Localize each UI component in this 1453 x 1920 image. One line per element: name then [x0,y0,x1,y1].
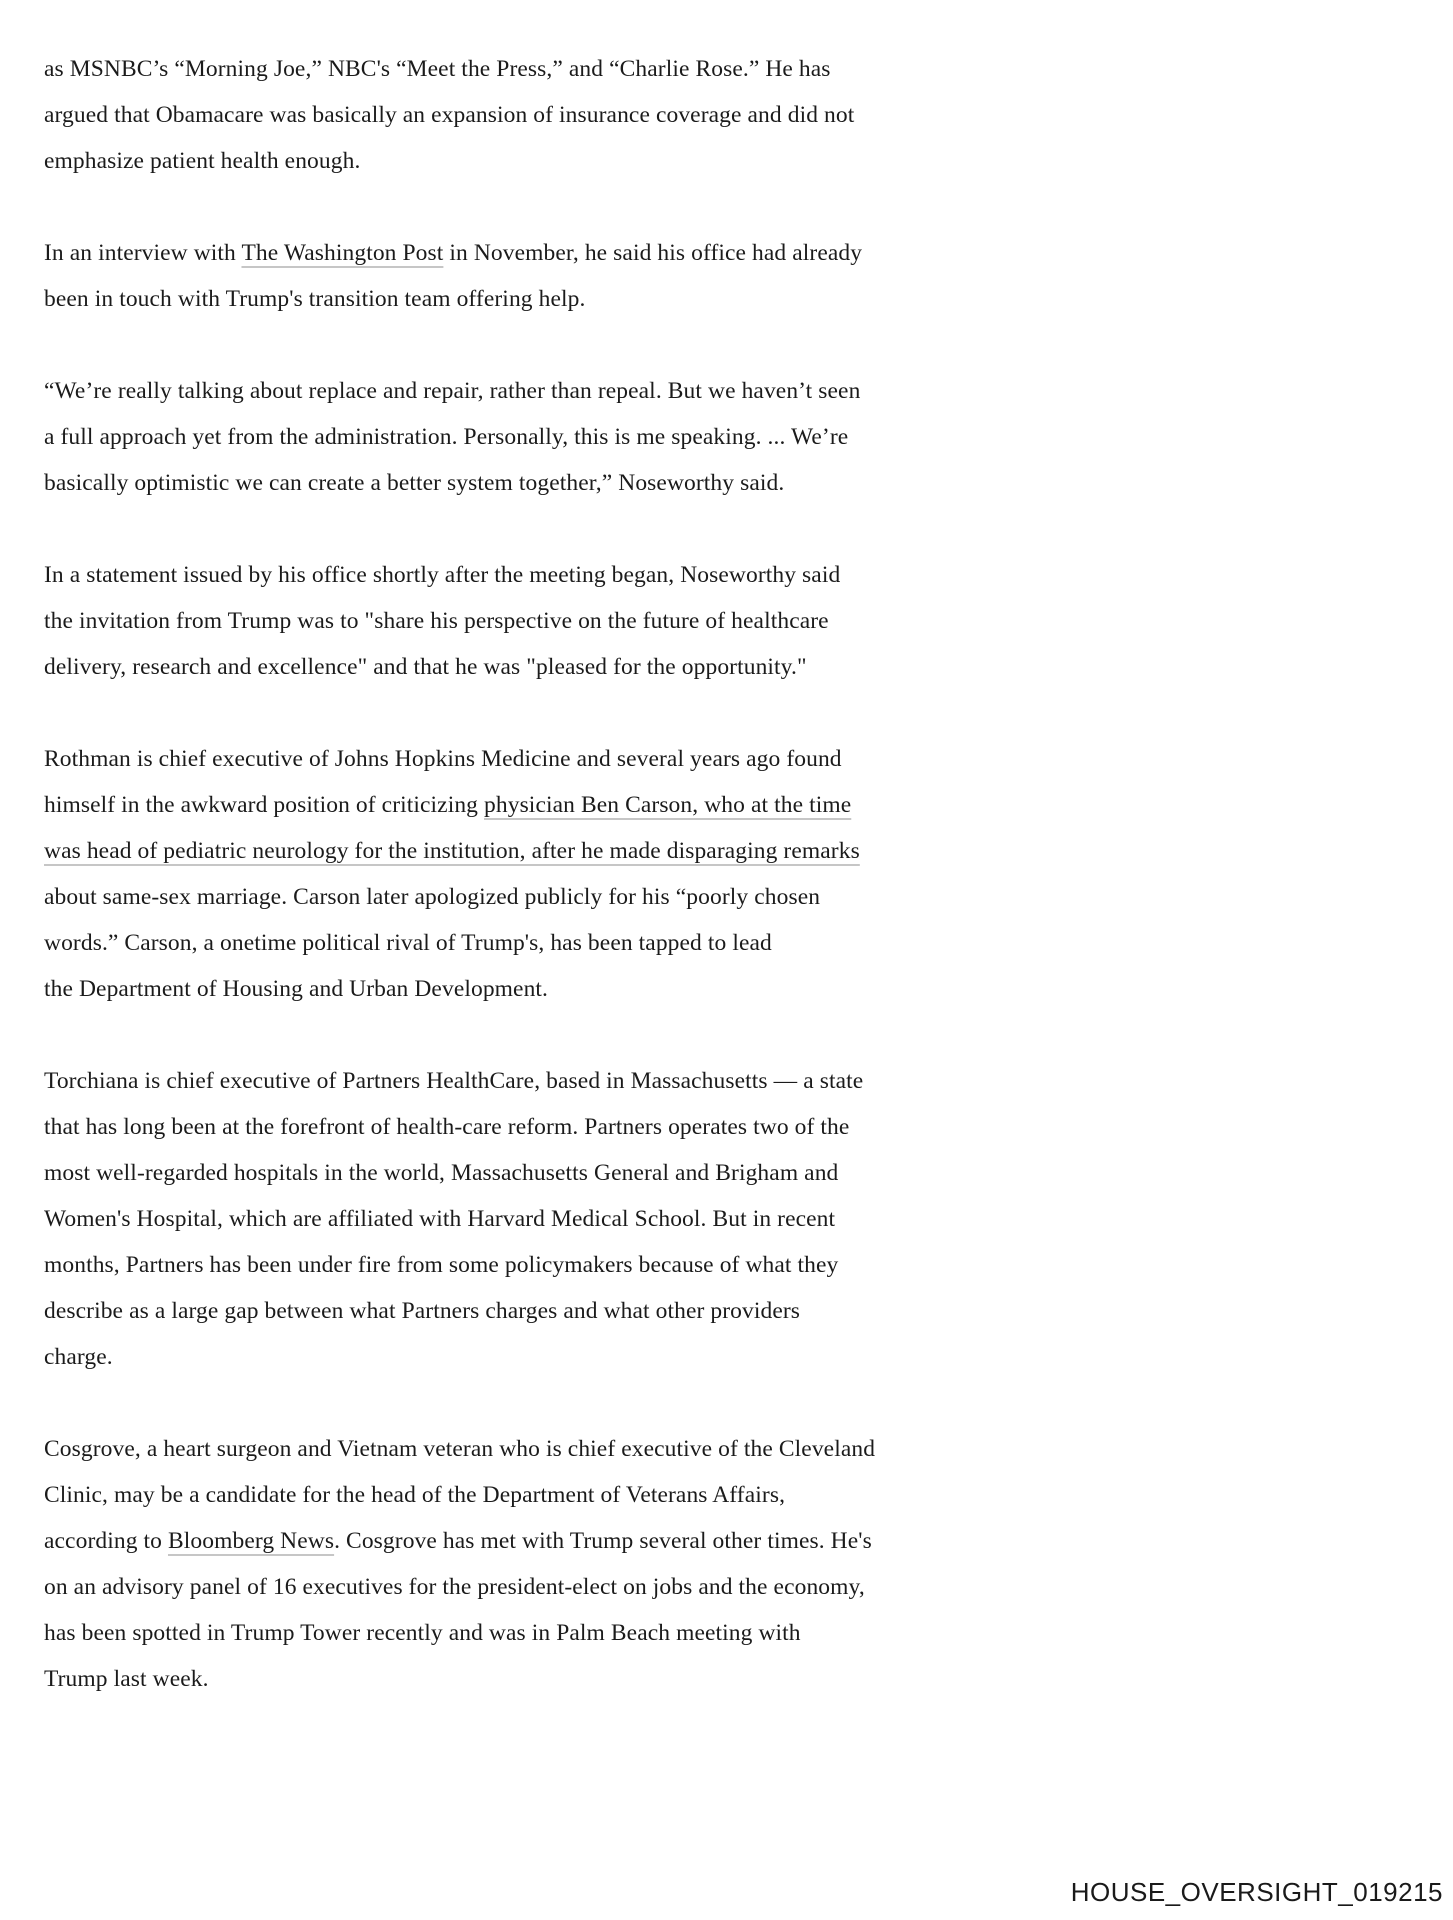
text-segment: been in touch with Trump's transition team offering help. [44,286,586,312]
text-line [44,828,944,874]
article-text [44,46,944,1748]
text-line [44,552,944,598]
text-segment: delivery, research and excellence" and that he was "pleased for the opportunity." [44,654,807,680]
link-washington-post[interactable]: The Washington Post [241,240,444,266]
text-segment: on an advisory panel of 16 executives for the president-elect on jobs and the economy, [44,1574,865,1600]
text-segment: Women's Hospital, which are affiliated with Harvard Medical School. But in recent [44,1206,836,1232]
text-segment: In a statement issued by his office shortly after the meeting began, Noseworthy said [44,562,841,588]
paragraph [44,368,944,506]
text-segment: “We’re really talking about replace and repair, rather than repeal. But we haven’t seen [44,378,861,404]
text-segment: Trump last week. [44,1666,209,1692]
text-line [44,782,944,828]
text-segment: most well-regarded hospitals in the world, Massachusetts General and Brigham and [44,1160,839,1186]
text-segment: argued that Obamacare was basically an expansion of insurance coverage and did not [44,102,855,128]
text-line [44,414,944,460]
text-line [44,460,944,506]
link-bloomberg-news[interactable]: Bloomberg News [167,1528,335,1554]
text-line [44,1150,944,1196]
bates-number: HOUSE_OVERSIGHT_019215 [1070,1877,1443,1907]
text-line [44,92,944,138]
text-line [44,276,944,322]
paragraph [44,736,944,1012]
text-segment: the invitation from Trump was to "share his perspective on the future of healthcare [44,608,829,634]
link-ben-carson-remarks[interactable]: physician Ben Carson, who at the time [484,792,852,818]
text-segment: Rothman is chief executive of Johns Hopkins Medicine and several years ago found [44,746,842,772]
text-line [44,644,944,690]
text-segment: Cosgrove, a heart surgeon and Vietnam veteran who is chief executive of the Cleveland [44,1436,876,1462]
text-segment: emphasize patient health enough. [44,148,361,174]
paragraph [44,1058,944,1380]
paragraph [44,552,944,690]
text-segment: as MSNBC’s “Morning Joe,” NBC's “Meet the Press,” and “Charlie Rose.” He has [44,56,831,82]
text-segment: Torchiana is chief executive of Partners HealthCare, based in Massachusetts — a state [44,1068,864,1094]
text-line [44,230,944,276]
text-segment: Clinic, may be a candidate for the head of the Department of Veterans Affairs, [44,1482,786,1508]
text-segment: basically optimistic we can create a better system together,” Noseworthy said. [44,470,785,496]
text-segment: the Department of Housing and Urban Development. [44,976,549,1002]
paragraph [44,1426,944,1702]
text-segment: according to [44,1528,168,1554]
text-line [44,598,944,644]
paragraph [44,230,944,322]
text-line [44,1058,944,1104]
text-line [44,1656,944,1702]
text-segment: In an interview with [44,240,242,266]
text-segment: has been spotted in Trump Tower recently and was in Palm Beach meeting with [44,1620,801,1646]
text-line [44,1564,944,1610]
text-line [44,874,944,920]
text-line [44,1518,944,1564]
link-ben-carson-remarks[interactable]: was head of pediatric neurology for the institution, after he made disparaging remarks [44,838,860,864]
text-segment: . Cosgrove has met with Trump several other times. He's [334,1528,872,1554]
text-line [44,46,944,92]
text-line [44,1334,944,1380]
text-line [44,1104,944,1150]
text-line [44,736,944,782]
text-segment: charge. [44,1344,113,1370]
text-line [44,966,944,1012]
paragraph [44,46,944,184]
text-line [44,1196,944,1242]
text-segment: in November, he said his office had already [443,240,863,266]
text-segment: himself in the awkward position of criticizing [44,792,485,818]
text-segment: words.” Carson, a onetime political rival of Trump's, has been tapped to lead [44,930,772,956]
text-line [44,368,944,414]
text-segment: about same-sex marriage. Carson later apologized publicly for his “poorly chosen [44,884,821,910]
text-line [44,1610,944,1656]
text-segment: months, Partners has been under fire from some policymakers because of what they [44,1252,839,1278]
text-line [44,1288,944,1334]
text-segment: that has long been at the forefront of health-care reform. Partners operates two of the [44,1114,850,1140]
text-line [44,920,944,966]
text-line [44,1242,944,1288]
text-segment: describe as a large gap between what Partners charges and what other providers [44,1298,801,1324]
text-line [44,1472,944,1518]
text-segment: a full approach yet from the administration. Personally, this is me speaking. ... We’re [44,424,849,450]
text-line [44,138,944,184]
text-line [44,1426,944,1472]
